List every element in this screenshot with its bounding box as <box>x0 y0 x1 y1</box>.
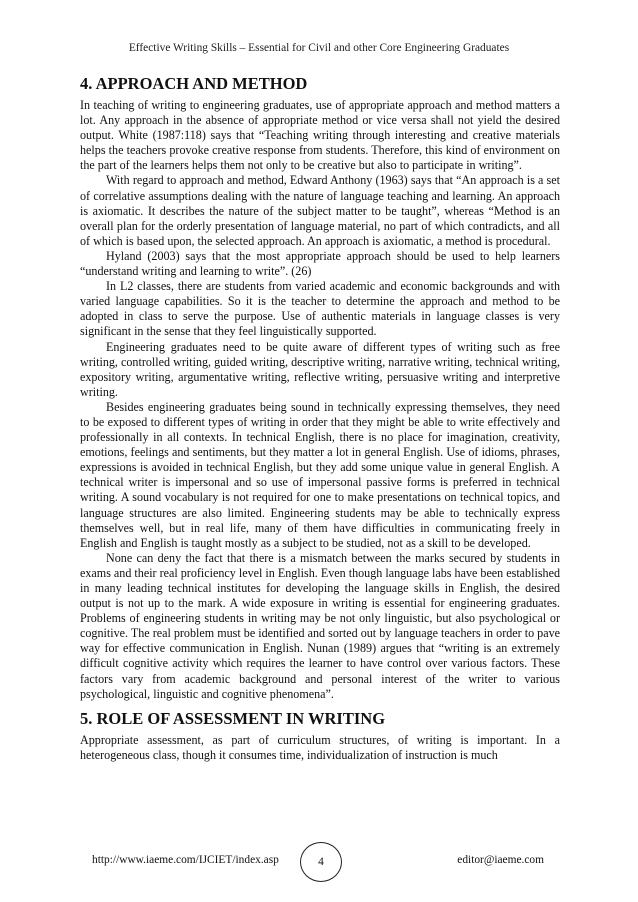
page-number: 4 <box>300 842 342 882</box>
paragraph: In teaching of writing to engineering graduates, use of appropriate approach and method matters a lot. Any approach in the absence of appropriate method or vice versa shall not yield the desired output. White (1987:118) says that “Teaching writing through interesting and creative materials helps the teachers provoke creative response from students. Therefore, this kind of environment on the part of the learners helps them not only to be creative but also to participate in writing”. <box>80 98 560 173</box>
paragraph: Appropriate assessment, as part of curriculum structures, of writing is important. In a heterogeneous class, though it consumes time, individualization of instruction is much <box>80 732 560 762</box>
paragraph: None can deny the fact that there is a mismatch between the marks secured by students in exams and their real proficiency level in English. Even though language labs have been established in many leading technical institutes for developing the language skills in English, the desired output is not up to the mark. A wide exposure in writing is essential for engineering graduates. Problems of engineering students in writing may be not only linguistic, but also psychological or cognitive. The real problem must be identified and sorted out by language teachers in order to pave way for effective communication in English. Nunan (1989) argues that “writing is an extremely difficult cognitive activity which requires the learner to have control over various factors. These factors vary from academic background and personal interest of the writer to various psychological, linguistic and cognitive phenomena”. <box>80 550 560 701</box>
paragraph: Engineering graduates need to be quite aware of different types of writing such as free writing, controlled writing, guided writing, descriptive writing, narrative writing, technical writing, expository writing, argumentative writing, reflective writing, persuasive writing and interpretive writing. <box>80 339 560 399</box>
section-4-heading: 4. APPROACH AND METHOD <box>80 74 308 93</box>
paragraph: With regard to approach and method, Edward Anthony (1963) says that “An approach is a set of correlative assumptions dealing with the nature of language teaching and learning. An approach is axiomatic. It describes the nature of the subject matter to be taught”, whereas “Method is an overall plan for the orderly presentation of language material, no part of which contradicts, and all of which is based upon, the selected approach. An approach is axiomatic, a method is procedural. <box>80 173 560 248</box>
footer-email-link[interactable]: editor@iaeme.com <box>457 854 544 866</box>
page-body <box>80 74 560 763</box>
running-header: Effective Writing Skills – Essential for Civil and other Core Engineering Graduates <box>128 42 510 54</box>
page-footer <box>80 842 560 882</box>
paragraph: In L2 classes, there are students from varied academic and economic backgrounds and with varied language capabilities. So it is the teacher to determine the approach and method to be adopted in class to serve the purpose. Use of authentic materials in language classes is very significant in the sense that they feel linguistically supported. <box>80 279 560 339</box>
paragraph: Hyland (2003) says that the most appropriate approach should be used to help learners “understand writing and learning to write”. (26) <box>80 248 560 279</box>
footer-url-link[interactable]: http://www.iaeme.com/IJCIET/index.asp <box>92 854 279 866</box>
paragraph: Besides engineering graduates being sound in technically expressing themselves, they need to be exposed to different types of writing in order that they might be able to write effectively and professionally in all contexts. In technical English, there is no place for imagination, creativity, emotions, feelings and sentiments, but they matter a lot in general English. Use of idioms, phrases, expressions is avoided in technical English, but they add some unique value in general English. A technical writer is impersonal and so use of impersonal passive forms is preferred in technical writing. A sound vocabulary is not required for one to make presentations on technical topics, and language structures are also limited. Engineering students may be able to technically express themselves well, but in real life, many of them have difficulties in communicating freely in English and English is taught mostly as a subject to be studied, not as a skill to be developed. <box>80 399 560 550</box>
section-5-heading: 5. ROLE OF ASSESSMENT IN WRITING <box>80 708 386 728</box>
